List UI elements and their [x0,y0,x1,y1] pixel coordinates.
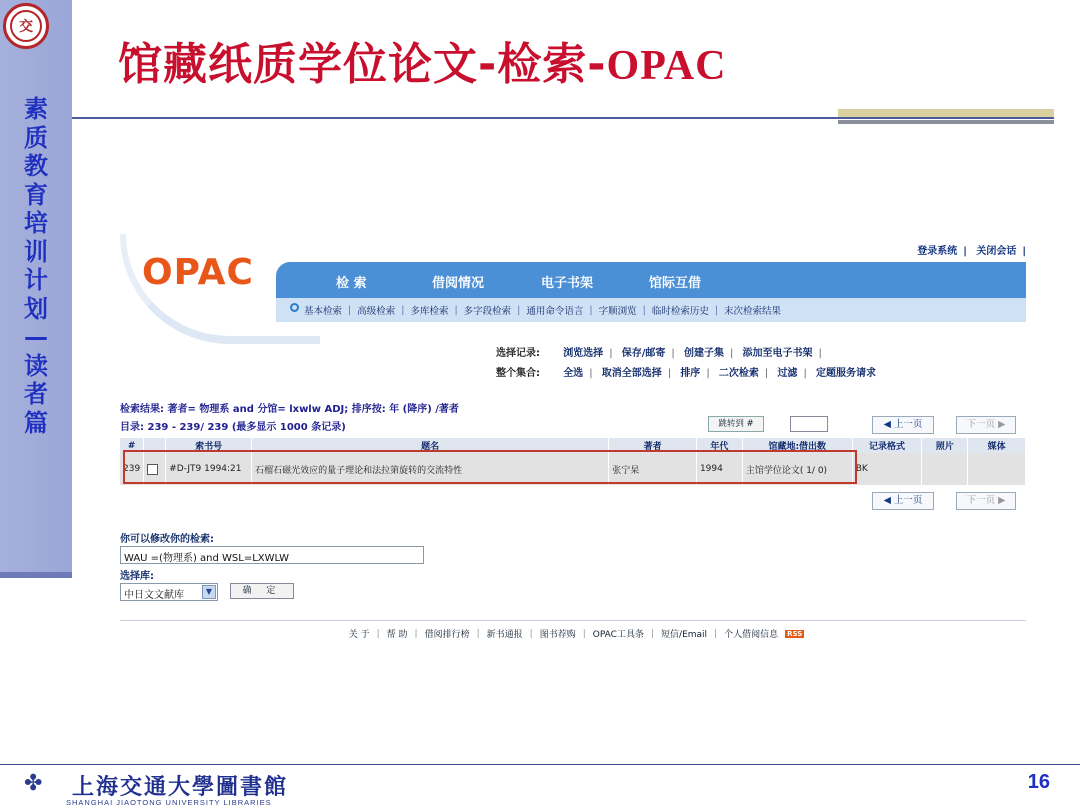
footer-toolbar[interactable]: OPAC工具条 [592,630,644,640]
opac-logo: OPAC [142,252,254,293]
database-select-value: 中日文文献库 [124,590,184,601]
subnav-multi-db[interactable]: 多库检索 [410,306,449,317]
col-photo: 照片 [922,438,968,453]
footer-about[interactable]: 关 于 [348,630,370,640]
row-author: 张宁杲 [609,453,697,485]
footer-rule [0,764,1080,765]
subnav-advanced[interactable]: 高级检索 [357,306,396,317]
prev-page-button-bottom[interactable]: ◀ 上一页 [872,492,934,510]
subnav-multi-field[interactable]: 多字段检索 [463,306,512,317]
prev-page-button[interactable]: ◀ 上一页 [872,416,934,434]
subnav-last-result[interactable]: 末次检索结果 [724,306,782,317]
subnav-browse[interactable]: 字顺浏览 [598,306,637,317]
deselect-all-link[interactable]: 取消全部选择 [601,368,662,379]
footer-help[interactable]: 帮 助 [386,630,408,640]
opac-screenshot [120,234,1026,648]
row-title[interactable]: 石榴石磁光效应的量子理论和法拉第旋转的交流特性 [252,453,609,485]
col-title[interactable]: 题名 [252,438,609,453]
nav-loans[interactable]: 借阅情况 [432,276,485,291]
close-session-link[interactable]: 关闭会话 [976,246,1017,257]
side-bar-bottom-line [0,572,72,578]
login-link[interactable]: 登录系统 [917,246,958,257]
sub-nav: 基本检索 | 高级检索 | 多库检索 | 多字段检索 | 通用命令语言 | 字顺浏览 | 临时检索历史 | 末次检索结果 [276,298,1026,322]
add-to-shelf-link[interactable]: 添加至电子书架 [742,348,813,359]
library-logo-icon: ✤ [24,771,43,796]
subnav-basic[interactable]: 基本检索 [304,306,343,317]
jump-button[interactable]: 跳转到 # [708,416,764,432]
footer-personal[interactable]: 个人借阅信息 [724,630,779,640]
next-page-button-bottom[interactable]: 下一页 ▶ [956,492,1016,510]
row-media [968,453,1026,485]
subnav-ccl[interactable]: 通用命令语言 [526,306,584,317]
title-accent-bar [838,109,1054,117]
next-page-label: 下一页 [966,419,996,430]
next-page-button[interactable]: 下一页 ▶ [956,416,1016,434]
nav-search[interactable]: 检 索 [336,276,367,291]
col-num: # [120,438,144,453]
row-num: 239 [120,453,144,485]
library-name: 上海交通大學圖書館 [72,774,289,800]
page-title [118,28,726,92]
record-actions: 选择记录: 浏览选择 | 保存/邮寄 | 创建子集 | 添加至电子书架 | 整个集合: 全选 | 取消全部选择 | 排序 | 二次检索 | 过滤 | 定题服务请求 [480,344,882,384]
highlight-box [123,450,857,484]
save-mail-link[interactable]: 保存/邮寄 [621,348,666,359]
opac-footer: 关 于 | 帮 助 | 借阅排行榜 | 新书通报 | 图书荐购 | OPAC工具条 | 短信/Email | 个人借阅信息 RSS [120,620,1026,646]
footer-new-books[interactable]: 新书通报 [486,630,523,640]
result-summary: 检索结果: 著者= 物理系 and 分馆= lxwlw ADJ; 排序按: 年 (降序) /著者 [120,404,459,415]
footer-ranking[interactable]: 借阅排行榜 [424,630,470,640]
database-label: 选择库: [120,571,154,582]
modify-search-label: 你可以修改你的检索: [120,534,214,545]
row-holdings[interactable]: 主馆学位论文( 1/ 0) [742,453,852,485]
footer-sms[interactable] [661,627,707,640]
subnav-history[interactable]: 临时检索历史 [651,306,709,317]
rss-icon[interactable]: RSS [787,629,803,638]
select-records-label: 选择记录: [496,348,540,359]
confirm-button[interactable]: 确 定 [230,583,294,599]
page-number: 16 [1027,771,1050,793]
row-call-no: #D-JT9 1994:21 [166,453,252,485]
chevron-down-icon[interactable]: ▼ [202,585,216,599]
sdi-request-link[interactable]: 定题服务请求 [816,368,876,379]
main-nav [276,262,1026,298]
col-author[interactable]: 著者 [609,438,697,453]
footer-email-label: /Email [679,630,708,640]
create-subset-link[interactable]: 创建子集 [683,348,724,359]
page-title-cn: 馆藏纸质学位论文-检索- [118,39,607,90]
top-links: 登录系统 | 关闭会话 | [917,246,1026,257]
title-accent-line [838,120,1054,124]
filter-link[interactable]: 过滤 [777,368,798,379]
library-name-en: SHANGHAI JIAOTONG UNIVERSITY LIBRARIES [66,798,272,807]
col-media: 媒体 [968,438,1026,453]
title-divider [72,117,1054,119]
result-range: 目录: 239 - 239/ 239 (最多显示 1000 条记录) [120,422,346,433]
col-format: 记录格式 [852,438,922,453]
prev-page-label-bottom: 上一页 [893,495,923,506]
col-holdings: 馆藏地:借出数 [742,438,852,453]
whole-set-label: 整个集合: [496,368,540,379]
side-title: 素质教育培训计划—读者篇 [24,95,48,437]
university-seal-icon [3,3,49,49]
seal-ring: 交 [10,10,42,42]
browse-selected-link[interactable]: 浏览选择 [563,348,604,359]
nav-ebookshelf[interactable]: 电子书架 [541,276,594,291]
row-format: BK [852,453,922,485]
refine-link[interactable]: 二次检索 [718,368,759,379]
jump-input[interactable] [790,416,828,432]
sort-link[interactable]: 排序 [680,368,701,379]
search-icon [290,303,299,312]
col-call-no[interactable]: 索书号 [166,438,252,453]
footer-sms-label: 短信 [661,630,680,640]
col-year[interactable]: 年代 [696,438,742,453]
nav-ill[interactable]: 馆际互借 [649,276,702,291]
page-title-latin: OPAC [606,43,727,89]
select-all-link[interactable]: 全选 [563,368,584,379]
footer-recommend[interactable]: 图书荐购 [539,630,576,640]
next-page-label-bottom: 下一页 [966,495,996,506]
row-photo [922,453,968,485]
database-select[interactable] [120,583,218,601]
modify-search-input[interactable]: WAU =(物理系) and WSL=LXWLW [120,546,424,564]
prev-page-label: 上一页 [893,419,923,430]
row-year: 1994 [696,453,742,485]
